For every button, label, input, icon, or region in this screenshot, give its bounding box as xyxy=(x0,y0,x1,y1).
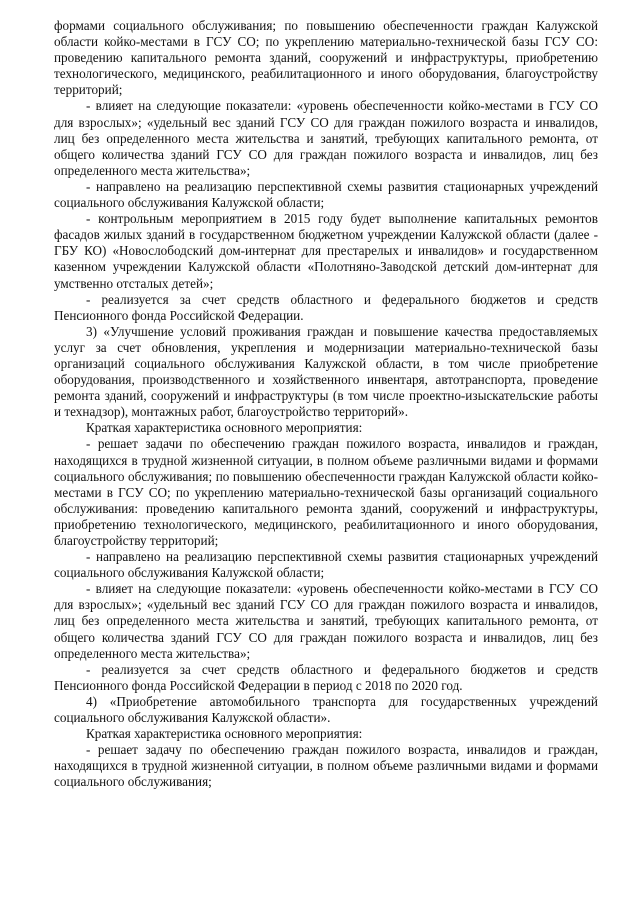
paragraph: - решает задачу по обеспечению граждан пожилого возраста, инвалидов и граждан, находящихся в трудной жизненной ситуации, в полном объеме различными видами и формами социального обслуживания; xyxy=(54,742,598,790)
paragraph: формами социального обслуживания; по повышению обеспеченности граждан Калужской области койко-местами в ГСУ СО; по укреплению материально-технической базы ГСУ СО: проведению капитального ремонта зданий, сооружений и инфраструктуры, приобретению технологического, медицинского, реабилитационного и иного оборудования, благоустройству территорий; xyxy=(54,18,598,98)
paragraph: - влияет на следующие показатели: «уровень обеспеченности койко-местами в ГСУ СО для взрослых»; «удельный вес зданий ГСУ СО для граждан пожилого возраста и инвалидов, лиц без определенного места жительства и занятий, требующих капитального ремонта, от общего количества зданий ГСУ СО для граждан пожилого возраста и инвалидов, лиц без определенного места жительства»; xyxy=(54,98,598,178)
paragraph: 4) «Приобретение автомобильного транспорта для государственных учреждений социального обслуживания Калужской области». xyxy=(54,693,598,726)
paragraph: 3) «Улучшение условий проживания граждан и повышение качества предоставляемых услуг за счет обновления, укрепления и модернизации материально-технической базы организаций социального обслуживания Калужской области, в том числе приобретение оборудования, производственного и хозяйственного инвентаря, автотранспорта, проведение ремонта зданий, сооружений и инфраструктуры (в том числе проектно-изыскательские работы и технадзор), монтажных работ, благоустройство территорий». xyxy=(54,323,598,420)
paragraph: Краткая характеристика основного мероприятия: xyxy=(86,420,363,436)
document-page xyxy=(54,18,598,791)
paragraph: - реализуется за счет средств областного и федерального бюджетов и средств Пенсионного фонда Российской Федерации. xyxy=(54,291,598,323)
paragraph: Краткая характеристика основного мероприятия: xyxy=(86,726,363,742)
paragraph: - контрольным мероприятием в 2015 году будет выполнение капитальных ремонтов фасадов жилых зданий в государственном бюджетном учреждении Калужской области (далее - ГБУ КО) «Новослободский дом-интернат для престарелых и инвалидов» и государственном казенном учреждении Калужской области «Полотняно-Заводской детский дом-интернат для умственно отсталых детей»; xyxy=(54,211,598,291)
paragraph: - направлено на реализацию перспективной схемы развития стационарных учреждений социального обслуживания Калужской области; xyxy=(54,549,598,581)
paragraph: - реализуется за счет средств областного и федерального бюджетов и средств Пенсионного фонда Российской Федерации в период с 2018 по 2020 год. xyxy=(54,661,598,693)
paragraph: - решает задачи по обеспечению граждан пожилого возраста, инвалидов и граждан, находящихся в трудной жизненной ситуации, в полном объеме различными видами и формами социального обслуживания; по повышению обеспеченности граждан Калужской области койко-местами в ГСУ СО; по укреплению материально-технической базы организаций социального обслуживания: проведению капитального ремонта зданий, сооружений и инфраструктуры, приобретению технологического, медицинского, реабилитационного и иного оборудования, благоустройству территорий; xyxy=(54,436,598,548)
paragraph: - влияет на следующие показатели: «уровень обеспеченности койко-местами в ГСУ СО для взрослых»; «удельный вес зданий ГСУ СО для граждан пожилого возраста и инвалидов, лиц без определенного места жительства и занятий, требующих капитального ремонта, от общего количества зданий ГСУ СО для граждан пожилого возраста и инвалидов, лиц без определенного места жительства»; xyxy=(54,581,598,661)
paragraph: - направлено на реализацию перспективной схемы развития стационарных учреждений социального обслуживания Калужской области; xyxy=(54,178,598,211)
